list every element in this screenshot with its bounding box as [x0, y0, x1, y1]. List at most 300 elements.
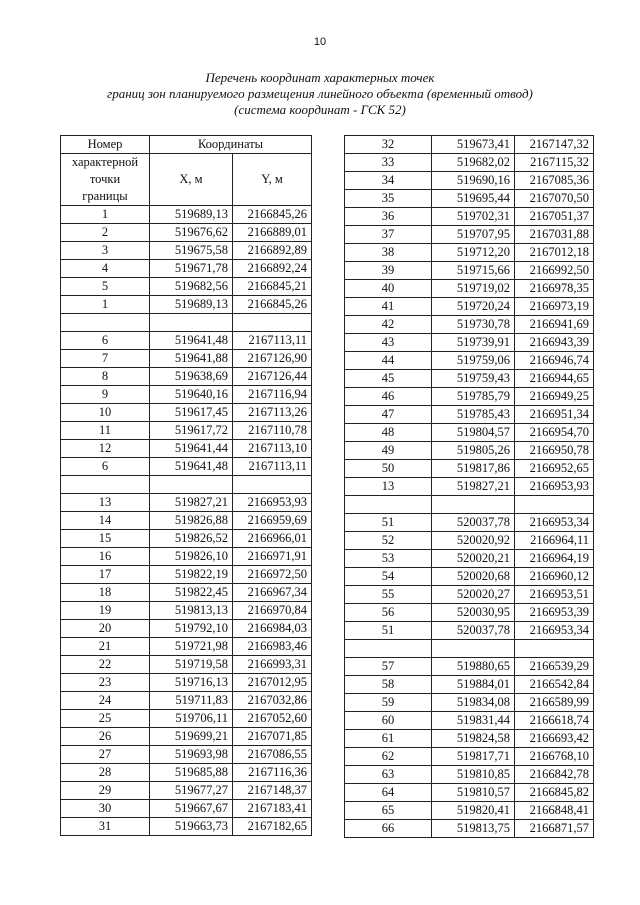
y-coordinate-cell: 2166953,93 — [233, 494, 312, 512]
point-number-cell: 47 — [345, 406, 432, 424]
coordinates-table-right — [344, 135, 594, 838]
y-coordinate-cell: 2167012,18 — [515, 244, 594, 262]
x-coordinate-cell: 519810,57 — [432, 784, 515, 802]
x-coordinate-cell: 519707,95 — [432, 226, 515, 244]
table-row — [345, 460, 594, 478]
table-row — [61, 260, 312, 278]
x-coordinate-cell: 519673,41 — [432, 136, 515, 154]
y-coordinate-cell: 2167113,11 — [233, 458, 312, 476]
x-coordinate-cell: 520020,92 — [432, 532, 515, 550]
table-row — [345, 766, 594, 784]
x-coordinate-cell: 520020,68 — [432, 568, 515, 586]
point-number-cell: 6 — [61, 458, 150, 476]
header-x: X, м — [150, 154, 233, 206]
point-number-cell: 1 — [61, 296, 150, 314]
x-coordinate-cell: 519822,45 — [150, 584, 233, 602]
y-coordinate-cell: 2166845,26 — [233, 296, 312, 314]
x-coordinate-cell: 519759,43 — [432, 370, 515, 388]
point-number-cell: 30 — [61, 800, 150, 818]
document-title — [0, 70, 640, 118]
x-coordinate-cell: 519617,45 — [150, 404, 233, 422]
y-coordinate-cell: 2166964,19 — [515, 550, 594, 568]
x-coordinate-cell: 519712,20 — [432, 244, 515, 262]
point-number-cell: 26 — [61, 728, 150, 746]
table-row — [61, 296, 312, 314]
x-coordinate-cell: 519810,85 — [432, 766, 515, 784]
title-line-1: Перечень координат характерных точек — [205, 70, 435, 85]
y-coordinate-cell — [233, 314, 312, 332]
point-number-cell — [345, 496, 432, 514]
table-row — [61, 602, 312, 620]
point-number-cell: 42 — [345, 316, 432, 334]
x-coordinate-cell: 519641,88 — [150, 350, 233, 368]
x-coordinate-cell: 519641,48 — [150, 458, 233, 476]
y-coordinate-cell: 2166892,89 — [233, 242, 312, 260]
y-coordinate-cell — [233, 476, 312, 494]
x-coordinate-cell: 520037,78 — [432, 622, 515, 640]
table-row — [345, 550, 594, 568]
point-number-cell: 10 — [61, 404, 150, 422]
point-number-cell: 55 — [345, 586, 432, 604]
y-coordinate-cell: 2167012,95 — [233, 674, 312, 692]
y-coordinate-cell: 2167183,41 — [233, 800, 312, 818]
coordinates-table-left — [60, 135, 312, 836]
x-coordinate-cell — [150, 476, 233, 494]
header-number-sub-1: характерной — [71, 155, 139, 169]
y-coordinate-cell: 2166978,35 — [515, 280, 594, 298]
x-coordinate-cell: 519641,48 — [150, 332, 233, 350]
table-row — [345, 784, 594, 802]
point-number-cell: 49 — [345, 442, 432, 460]
y-coordinate-cell — [515, 496, 594, 514]
header-number-sub-3: границы — [82, 189, 128, 203]
y-coordinate-cell: 2166542,84 — [515, 676, 594, 694]
point-number-cell: 27 — [61, 746, 150, 764]
y-coordinate-cell: 2166954,70 — [515, 424, 594, 442]
table-row — [61, 422, 312, 440]
x-coordinate-cell: 519824,58 — [432, 730, 515, 748]
point-number-cell — [345, 640, 432, 658]
point-number-cell: 23 — [61, 674, 150, 692]
point-number-cell: 6 — [61, 332, 150, 350]
table-row — [61, 746, 312, 764]
table-row — [345, 658, 594, 676]
table-row — [345, 190, 594, 208]
point-number-cell: 41 — [345, 298, 432, 316]
y-coordinate-cell: 2166951,34 — [515, 406, 594, 424]
y-coordinate-cell: 2166964,11 — [515, 532, 594, 550]
x-coordinate-cell: 519667,67 — [150, 800, 233, 818]
table-row — [345, 172, 594, 190]
table-row — [345, 334, 594, 352]
point-number-cell: 60 — [345, 712, 432, 730]
point-number-cell: 54 — [345, 568, 432, 586]
x-coordinate-cell: 519706,11 — [150, 710, 233, 728]
point-number-cell: 43 — [345, 334, 432, 352]
point-number-cell: 20 — [61, 620, 150, 638]
table-row — [345, 280, 594, 298]
y-coordinate-cell: 2166845,21 — [233, 278, 312, 296]
x-coordinate-cell: 519715,66 — [432, 262, 515, 280]
x-coordinate-cell: 519813,75 — [432, 820, 515, 838]
table-row — [345, 676, 594, 694]
table-row — [345, 370, 594, 388]
table-row — [345, 298, 594, 316]
table-row — [61, 638, 312, 656]
y-coordinate-cell: 2166992,50 — [515, 262, 594, 280]
right-table-body — [345, 136, 594, 838]
point-number-cell: 17 — [61, 566, 150, 584]
y-coordinate-cell: 2167147,32 — [515, 136, 594, 154]
x-coordinate-cell: 519834,08 — [432, 694, 515, 712]
table-row — [345, 820, 594, 838]
x-coordinate-cell: 519785,79 — [432, 388, 515, 406]
table-row — [61, 278, 312, 296]
point-number-cell: 40 — [345, 280, 432, 298]
x-coordinate-cell: 519817,86 — [432, 460, 515, 478]
y-coordinate-cell: 2166768,10 — [515, 748, 594, 766]
x-coordinate-cell: 519720,24 — [432, 298, 515, 316]
y-coordinate-cell: 2167032,86 — [233, 692, 312, 710]
point-number-cell: 62 — [345, 748, 432, 766]
x-coordinate-cell: 519617,72 — [150, 422, 233, 440]
y-coordinate-cell: 2167126,44 — [233, 368, 312, 386]
x-coordinate-cell: 520020,21 — [432, 550, 515, 568]
x-coordinate-cell: 519817,71 — [432, 748, 515, 766]
y-coordinate-cell: 2166539,29 — [515, 658, 594, 676]
table-row — [61, 782, 312, 800]
point-number-cell: 24 — [61, 692, 150, 710]
point-number-cell: 46 — [345, 388, 432, 406]
x-coordinate-cell: 519638,69 — [150, 368, 233, 386]
point-number-cell: 22 — [61, 656, 150, 674]
table-row — [61, 404, 312, 422]
y-coordinate-cell: 2166953,93 — [515, 478, 594, 496]
point-number-cell: 16 — [61, 548, 150, 566]
point-number-cell: 25 — [61, 710, 150, 728]
y-coordinate-cell: 2166960,12 — [515, 568, 594, 586]
y-coordinate-cell: 2166970,84 — [233, 602, 312, 620]
y-coordinate-cell: 2167116,94 — [233, 386, 312, 404]
y-coordinate-cell: 2166842,78 — [515, 766, 594, 784]
y-coordinate-cell: 2166967,34 — [233, 584, 312, 602]
table-row — [345, 622, 594, 640]
x-coordinate-cell: 519702,31 — [432, 208, 515, 226]
point-number-cell: 1 — [61, 206, 150, 224]
table-row — [61, 692, 312, 710]
x-coordinate-cell: 519822,19 — [150, 566, 233, 584]
header-coordinates: Координаты — [150, 136, 312, 154]
y-coordinate-cell: 2166892,24 — [233, 260, 312, 278]
y-coordinate-cell: 2167115,32 — [515, 154, 594, 172]
y-coordinate-cell: 2166972,50 — [233, 566, 312, 584]
table-row — [345, 640, 594, 658]
x-coordinate-cell: 519719,02 — [432, 280, 515, 298]
table-row — [345, 136, 594, 154]
y-coordinate-cell: 2167052,60 — [233, 710, 312, 728]
x-coordinate-cell: 519826,52 — [150, 530, 233, 548]
x-coordinate-cell: 519880,65 — [432, 658, 515, 676]
point-number-cell: 9 — [61, 386, 150, 404]
x-coordinate-cell: 520037,78 — [432, 514, 515, 532]
x-coordinate-cell: 519675,58 — [150, 242, 233, 260]
point-number-cell: 37 — [345, 226, 432, 244]
x-coordinate-cell: 519663,73 — [150, 818, 233, 836]
y-coordinate-cell: 2166973,19 — [515, 298, 594, 316]
table-row — [345, 730, 594, 748]
table-row — [61, 566, 312, 584]
y-coordinate-cell: 2166993,31 — [233, 656, 312, 674]
x-coordinate-cell: 519719,58 — [150, 656, 233, 674]
point-number-cell: 29 — [61, 782, 150, 800]
table-row — [345, 586, 594, 604]
table-row — [345, 316, 594, 334]
table-row — [61, 710, 312, 728]
y-coordinate-cell: 2167110,78 — [233, 422, 312, 440]
table-row — [61, 800, 312, 818]
x-coordinate-cell: 519884,01 — [432, 676, 515, 694]
y-coordinate-cell: 2166953,39 — [515, 604, 594, 622]
x-coordinate-cell: 519739,91 — [432, 334, 515, 352]
point-number-cell: 31 — [61, 818, 150, 836]
y-coordinate-cell: 2167070,50 — [515, 190, 594, 208]
y-coordinate-cell: 2166953,51 — [515, 586, 594, 604]
left-table-body — [61, 206, 312, 836]
title-line-3: (система координат - ГСК 52) — [234, 102, 406, 117]
point-number-cell: 4 — [61, 260, 150, 278]
y-coordinate-cell: 2166959,69 — [233, 512, 312, 530]
y-coordinate-cell: 2166950,78 — [515, 442, 594, 460]
x-coordinate-cell: 519792,10 — [150, 620, 233, 638]
y-coordinate-cell: 2166952,65 — [515, 460, 594, 478]
x-coordinate-cell: 519831,44 — [432, 712, 515, 730]
point-number-cell: 7 — [61, 350, 150, 368]
table-row — [345, 244, 594, 262]
table-row — [61, 512, 312, 530]
y-coordinate-cell: 2166949,25 — [515, 388, 594, 406]
page-number: 10 — [313, 36, 327, 48]
table-row — [61, 728, 312, 746]
point-number-cell: 45 — [345, 370, 432, 388]
x-coordinate-cell: 519676,62 — [150, 224, 233, 242]
header-number-top: Номер — [61, 136, 150, 154]
point-number-cell: 65 — [345, 802, 432, 820]
table-row — [345, 226, 594, 244]
point-number-cell: 44 — [345, 352, 432, 370]
point-number-cell: 61 — [345, 730, 432, 748]
header-y: Y, м — [233, 154, 312, 206]
y-coordinate-cell: 2166946,74 — [515, 352, 594, 370]
table-row — [345, 262, 594, 280]
table-row — [61, 674, 312, 692]
y-coordinate-cell: 2167126,90 — [233, 350, 312, 368]
y-coordinate-cell: 2166848,41 — [515, 802, 594, 820]
y-coordinate-cell: 2166983,46 — [233, 638, 312, 656]
table-row — [345, 388, 594, 406]
y-coordinate-cell: 2166845,26 — [233, 206, 312, 224]
table-row — [61, 242, 312, 260]
x-coordinate-cell: 519785,43 — [432, 406, 515, 424]
table-row — [345, 514, 594, 532]
point-number-cell: 5 — [61, 278, 150, 296]
table-row — [61, 818, 312, 836]
table-row — [345, 532, 594, 550]
table-row — [345, 748, 594, 766]
y-coordinate-cell: 2166871,57 — [515, 820, 594, 838]
point-number-cell: 13 — [345, 478, 432, 496]
y-coordinate-cell: 2167031,88 — [515, 226, 594, 244]
table-row — [345, 802, 594, 820]
y-coordinate-cell: 2166944,65 — [515, 370, 594, 388]
point-number-cell — [61, 314, 150, 332]
y-coordinate-cell: 2166943,39 — [515, 334, 594, 352]
table-row — [345, 694, 594, 712]
point-number-cell: 50 — [345, 460, 432, 478]
x-coordinate-cell: 519820,41 — [432, 802, 515, 820]
x-coordinate-cell — [432, 640, 515, 658]
table-row — [345, 478, 594, 496]
table-row — [345, 424, 594, 442]
y-coordinate-cell: 2166971,91 — [233, 548, 312, 566]
y-coordinate-cell: 2166984,03 — [233, 620, 312, 638]
x-coordinate-cell: 519695,44 — [432, 190, 515, 208]
point-number-cell: 51 — [345, 514, 432, 532]
table-row — [345, 208, 594, 226]
table-row — [61, 440, 312, 458]
point-number-cell: 57 — [345, 658, 432, 676]
point-number-cell: 39 — [345, 262, 432, 280]
point-number-cell: 28 — [61, 764, 150, 782]
y-coordinate-cell: 2166589,99 — [515, 694, 594, 712]
x-coordinate-cell: 519813,13 — [150, 602, 233, 620]
table-row — [61, 386, 312, 404]
x-coordinate-cell: 519690,16 — [432, 172, 515, 190]
table-row — [345, 712, 594, 730]
y-coordinate-cell: 2167086,55 — [233, 746, 312, 764]
table-row — [61, 458, 312, 476]
table-row — [345, 496, 594, 514]
table-row — [61, 224, 312, 242]
point-number-cell: 21 — [61, 638, 150, 656]
y-coordinate-cell: 2167182,65 — [233, 818, 312, 836]
x-coordinate-cell: 519711,83 — [150, 692, 233, 710]
table-row — [61, 368, 312, 386]
y-coordinate-cell: 2167071,85 — [233, 728, 312, 746]
table-row — [61, 584, 312, 602]
x-coordinate-cell: 519730,78 — [432, 316, 515, 334]
table-row — [61, 548, 312, 566]
table-row — [61, 764, 312, 782]
header-number-sub — [61, 154, 150, 206]
header-number-sub-2: точки — [89, 172, 121, 186]
title-line-2: границ зон планируемого размещения линейного объекта (временный отвод) — [107, 86, 533, 101]
x-coordinate-cell — [150, 314, 233, 332]
x-coordinate-cell: 519699,21 — [150, 728, 233, 746]
table-row — [345, 604, 594, 622]
point-number-cell: 33 — [345, 154, 432, 172]
y-coordinate-cell: 2166953,34 — [515, 514, 594, 532]
x-coordinate-cell: 520020,27 — [432, 586, 515, 604]
y-coordinate-cell: 2166889,01 — [233, 224, 312, 242]
table-row — [345, 154, 594, 172]
y-coordinate-cell: 2167113,11 — [233, 332, 312, 350]
y-coordinate-cell: 2166618,74 — [515, 712, 594, 730]
point-number-cell: 56 — [345, 604, 432, 622]
point-number-cell: 19 — [61, 602, 150, 620]
point-number-cell — [61, 476, 150, 494]
table-row — [61, 494, 312, 512]
x-coordinate-cell: 519689,13 — [150, 296, 233, 314]
x-coordinate-cell: 519693,98 — [150, 746, 233, 764]
y-coordinate-cell: 2166693,42 — [515, 730, 594, 748]
table-row — [61, 476, 312, 494]
x-coordinate-cell: 519640,16 — [150, 386, 233, 404]
point-number-cell: 2 — [61, 224, 150, 242]
table-row — [345, 568, 594, 586]
y-coordinate-cell: 2167113,26 — [233, 404, 312, 422]
point-number-cell: 14 — [61, 512, 150, 530]
y-coordinate-cell: 2167051,37 — [515, 208, 594, 226]
y-coordinate-cell — [515, 640, 594, 658]
table-row — [61, 620, 312, 638]
point-number-cell: 12 — [61, 440, 150, 458]
x-coordinate-cell: 519805,26 — [432, 442, 515, 460]
x-coordinate-cell: 519827,21 — [432, 478, 515, 496]
point-number-cell: 32 — [345, 136, 432, 154]
x-coordinate-cell: 519671,78 — [150, 260, 233, 278]
point-number-cell: 18 — [61, 584, 150, 602]
point-number-cell: 34 — [345, 172, 432, 190]
y-coordinate-cell: 2166941,69 — [515, 316, 594, 334]
x-coordinate-cell — [432, 496, 515, 514]
point-number-cell: 15 — [61, 530, 150, 548]
point-number-cell: 36 — [345, 208, 432, 226]
point-number-cell: 51 — [345, 622, 432, 640]
point-number-cell: 48 — [345, 424, 432, 442]
table-row — [345, 352, 594, 370]
y-coordinate-cell: 2167148,37 — [233, 782, 312, 800]
x-coordinate-cell: 519641,44 — [150, 440, 233, 458]
x-coordinate-cell: 519689,13 — [150, 206, 233, 224]
y-coordinate-cell: 2166845,82 — [515, 784, 594, 802]
y-coordinate-cell: 2166966,01 — [233, 530, 312, 548]
point-number-cell: 59 — [345, 694, 432, 712]
y-coordinate-cell: 2166953,34 — [515, 622, 594, 640]
x-coordinate-cell: 519677,27 — [150, 782, 233, 800]
table-row — [61, 314, 312, 332]
point-number-cell: 11 — [61, 422, 150, 440]
x-coordinate-cell: 519827,21 — [150, 494, 233, 512]
y-coordinate-cell: 2167113,10 — [233, 440, 312, 458]
x-coordinate-cell: 519804,57 — [432, 424, 515, 442]
x-coordinate-cell: 519682,56 — [150, 278, 233, 296]
y-coordinate-cell: 2167116,36 — [233, 764, 312, 782]
x-coordinate-cell: 519685,88 — [150, 764, 233, 782]
table-row — [61, 350, 312, 368]
x-coordinate-cell: 519682,02 — [432, 154, 515, 172]
x-coordinate-cell: 519826,88 — [150, 512, 233, 530]
point-number-cell: 53 — [345, 550, 432, 568]
point-number-cell: 64 — [345, 784, 432, 802]
point-number-cell: 3 — [61, 242, 150, 260]
x-coordinate-cell: 519716,13 — [150, 674, 233, 692]
x-coordinate-cell: 520030,95 — [432, 604, 515, 622]
table-row — [61, 530, 312, 548]
point-number-cell: 63 — [345, 766, 432, 784]
x-coordinate-cell: 519826,10 — [150, 548, 233, 566]
table-row — [345, 442, 594, 460]
x-coordinate-cell: 519721,98 — [150, 638, 233, 656]
